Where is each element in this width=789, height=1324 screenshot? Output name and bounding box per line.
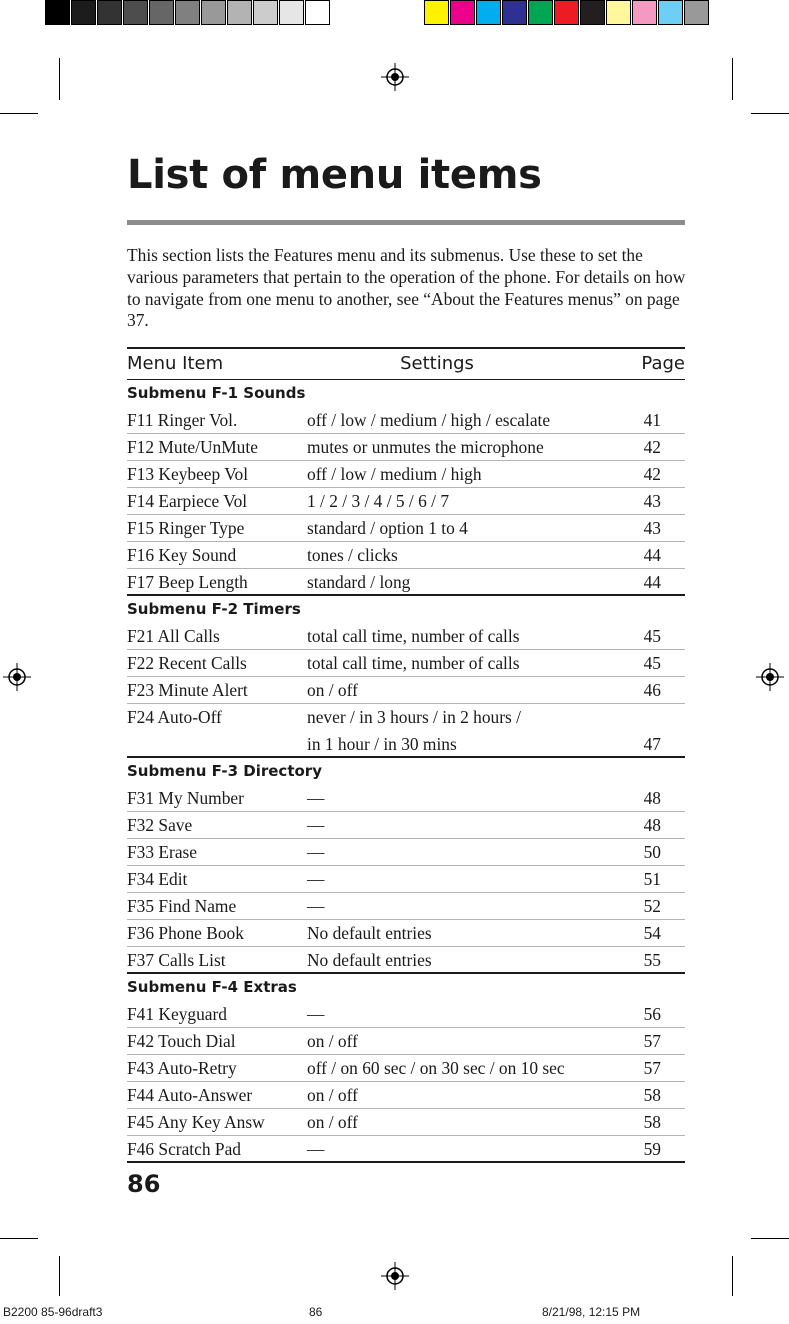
- menu-item-cell: F34 Edit: [127, 869, 188, 889]
- settings-cell: —: [307, 1139, 325, 1159]
- menu-item-cell: F22 Recent Calls: [127, 653, 247, 673]
- settings-cell: —: [307, 815, 325, 835]
- table-row: [127, 704, 685, 758]
- color-swatch: [606, 0, 631, 25]
- color-swatch: [175, 0, 200, 25]
- table-row: [127, 650, 685, 677]
- table-row: [127, 785, 685, 812]
- page-cell: 43: [643, 491, 661, 511]
- settings-cell: on / off: [307, 1031, 358, 1051]
- page-cell: 58: [643, 1085, 661, 1105]
- settings-cell: —: [307, 842, 325, 862]
- table-row: [127, 515, 685, 542]
- page-cell: 59: [643, 1139, 661, 1159]
- menu-item-cell: F45 Any Key Answ: [127, 1112, 265, 1132]
- page-cell: 42: [643, 464, 661, 484]
- crop-mark: [732, 58, 733, 100]
- page-cell: 54: [643, 923, 661, 943]
- registration-mark-icon: [756, 663, 784, 691]
- page-cell: 47: [643, 734, 661, 754]
- crop-mark: [59, 58, 60, 100]
- table-row: [127, 461, 685, 488]
- footer-page-number: 86: [309, 1305, 323, 1319]
- color-swatch: [71, 0, 96, 25]
- settings-cell: —: [307, 1004, 325, 1024]
- color-swatch: [528, 0, 553, 25]
- table-row: [127, 1109, 685, 1136]
- menu-item-cell: F14 Earpiece Vol: [127, 491, 248, 511]
- page-title: List of menu items: [127, 152, 542, 198]
- color-swatch: [305, 0, 330, 25]
- page-cell: 58: [643, 1112, 661, 1132]
- settings-cell: —: [307, 788, 325, 808]
- color-swatch: [253, 0, 278, 25]
- color-calibration-bar: [424, 0, 710, 28]
- settings-cell: —: [307, 896, 325, 916]
- page-cell: 50: [643, 842, 661, 862]
- settings-cell: off / low / medium / high / escalate: [307, 410, 551, 430]
- settings-cell: —: [307, 869, 325, 889]
- page-cell: 48: [643, 815, 661, 835]
- grayscale-calibration-bar: [45, 0, 331, 28]
- table-header: [127, 347, 685, 380]
- table-row: [127, 677, 685, 704]
- settings-cell: standard / long: [307, 572, 411, 592]
- table-row: [127, 569, 685, 596]
- table-row: [127, 893, 685, 920]
- settings-cell: No default entries: [307, 950, 432, 970]
- menu-items-table: [127, 347, 685, 1163]
- color-swatch: [632, 0, 657, 25]
- menu-item-cell: F16 Key Sound: [127, 545, 237, 565]
- table-row: [127, 947, 685, 974]
- footer-file-name: B2200 85-96draft3: [3, 1305, 103, 1319]
- color-swatch: [424, 0, 449, 25]
- page-cell: 57: [643, 1058, 661, 1078]
- menu-item-cell: F35 Find Name: [127, 896, 237, 916]
- crop-mark: [0, 1238, 38, 1239]
- table-row: [127, 1082, 685, 1109]
- table-body: [127, 380, 685, 1163]
- crop-mark: [751, 1238, 789, 1239]
- table-row: [127, 1136, 685, 1163]
- settings-cell: on / off: [307, 680, 358, 700]
- color-swatch: [476, 0, 501, 25]
- color-swatch: [201, 0, 226, 25]
- menu-item-cell: F37 Calls List: [127, 950, 226, 970]
- settings-cell: tones / clicks: [307, 545, 398, 565]
- menu-item-cell: F46 Scratch Pad: [127, 1139, 241, 1159]
- registration-mark-icon: [381, 1262, 409, 1290]
- page-cell: 45: [643, 626, 661, 646]
- menu-item-cell: F41 Keyguard: [127, 1004, 227, 1024]
- page-number: 86: [127, 1170, 161, 1198]
- menu-item-cell: F24 Auto-Off: [127, 707, 222, 727]
- color-swatch: [502, 0, 527, 25]
- registration-mark-icon: [381, 63, 409, 91]
- page-cell: 52: [643, 896, 661, 916]
- page-cell: 44: [643, 572, 661, 592]
- settings-cell-continued: in 1 hour / in 30 mins: [307, 734, 457, 754]
- color-swatch: [97, 0, 122, 25]
- table-row: [127, 866, 685, 893]
- settings-cell: mutes or unmutes the microphone: [307, 437, 544, 457]
- table-row: [127, 812, 685, 839]
- menu-item-cell: F21 All Calls: [127, 626, 220, 646]
- table-row: [127, 434, 685, 461]
- color-swatch: [450, 0, 475, 25]
- menu-item-cell: F31 My Number: [127, 788, 244, 808]
- submenu-heading: Submenu F-3 Directory: [127, 762, 322, 780]
- color-swatch: [658, 0, 683, 25]
- page-cell: 57: [643, 1031, 661, 1051]
- settings-cell: total call time, number of calls: [307, 653, 520, 673]
- table-row: [127, 488, 685, 515]
- registration-mark-icon: [3, 663, 31, 691]
- table-row: [127, 839, 685, 866]
- header-page: Page: [641, 353, 685, 374]
- submenu-heading: Submenu F-2 Timers: [127, 600, 301, 618]
- settings-cell: on / off: [307, 1112, 358, 1132]
- settings-cell: never / in 3 hours / in 2 hours /: [307, 707, 521, 727]
- page-cell: 46: [643, 680, 661, 700]
- page-cell: 43: [643, 518, 661, 538]
- menu-item-cell: F15 Ringer Type: [127, 518, 245, 538]
- menu-item-cell: F42 Touch Dial: [127, 1031, 236, 1051]
- crop-mark: [0, 113, 38, 114]
- color-swatch: [554, 0, 579, 25]
- color-swatch: [580, 0, 605, 25]
- color-swatch: [279, 0, 304, 25]
- intro-paragraph: This section lists the Features menu and its submenus. Use these to set the various parameters that pertain to the operation of the phone. For details on how to navigate from one menu to another, see “About the Features menus” on page 37.: [127, 245, 686, 331]
- header-menu-item: Menu Item: [127, 353, 224, 374]
- table-row: [127, 1028, 685, 1055]
- settings-cell: off / low / medium / high: [307, 464, 482, 484]
- settings-cell: off / on 60 sec / on 30 sec / on 10 sec: [307, 1058, 565, 1078]
- submenu-heading: Submenu F-4 Extras: [127, 978, 297, 996]
- footer-timestamp: 8/21/98, 12:15 PM: [542, 1305, 641, 1319]
- page-cell: 55: [643, 950, 661, 970]
- title-rule: [127, 220, 685, 225]
- settings-cell: 1 / 2 / 3 / 4 / 5 / 6 / 7: [307, 491, 450, 511]
- menu-item-cell: F13 Keybeep Vol: [127, 464, 249, 484]
- header-settings: Settings: [400, 353, 474, 374]
- page-cell: 51: [643, 869, 661, 889]
- settings-cell: No default entries: [307, 923, 432, 943]
- menu-item-cell: F12 Mute/UnMute: [127, 437, 258, 457]
- color-swatch: [149, 0, 174, 25]
- menu-item-cell: F36 Phone Book: [127, 923, 244, 943]
- table-row: [127, 542, 685, 569]
- table-row: [127, 407, 685, 434]
- color-swatch: [684, 0, 709, 25]
- color-swatch: [123, 0, 148, 25]
- color-swatch: [45, 0, 70, 25]
- page-cell: 56: [643, 1004, 661, 1024]
- color-swatch: [227, 0, 252, 25]
- crop-mark: [732, 1256, 733, 1296]
- page-cell: 42: [643, 437, 661, 457]
- table-row: [127, 1001, 685, 1028]
- table-row: [127, 1055, 685, 1082]
- menu-item-cell: F33 Erase: [127, 842, 198, 862]
- table-row: [127, 920, 685, 947]
- menu-item-cell: F11 Ringer Vol.: [127, 410, 238, 430]
- submenu-heading: Submenu F-1 Sounds: [127, 384, 306, 402]
- page-cell: 45: [643, 653, 661, 673]
- page-cell: 44: [643, 545, 661, 565]
- page-cell: 41: [643, 410, 661, 430]
- settings-cell: on / off: [307, 1085, 358, 1105]
- menu-item-cell: F43 Auto-Retry: [127, 1058, 237, 1078]
- menu-item-cell: F17 Beep Length: [127, 572, 248, 592]
- settings-cell: standard / option 1 to 4: [307, 518, 468, 538]
- page-cell: 48: [643, 788, 661, 808]
- settings-cell: total call time, number of calls: [307, 626, 520, 646]
- crop-mark: [59, 1256, 60, 1296]
- menu-item-cell: F23 Minute Alert: [127, 680, 248, 700]
- menu-item-cell: F44 Auto-Answer: [127, 1085, 253, 1105]
- menu-item-cell: F32 Save: [127, 815, 193, 835]
- crop-mark: [751, 113, 789, 114]
- table-row: [127, 623, 685, 650]
